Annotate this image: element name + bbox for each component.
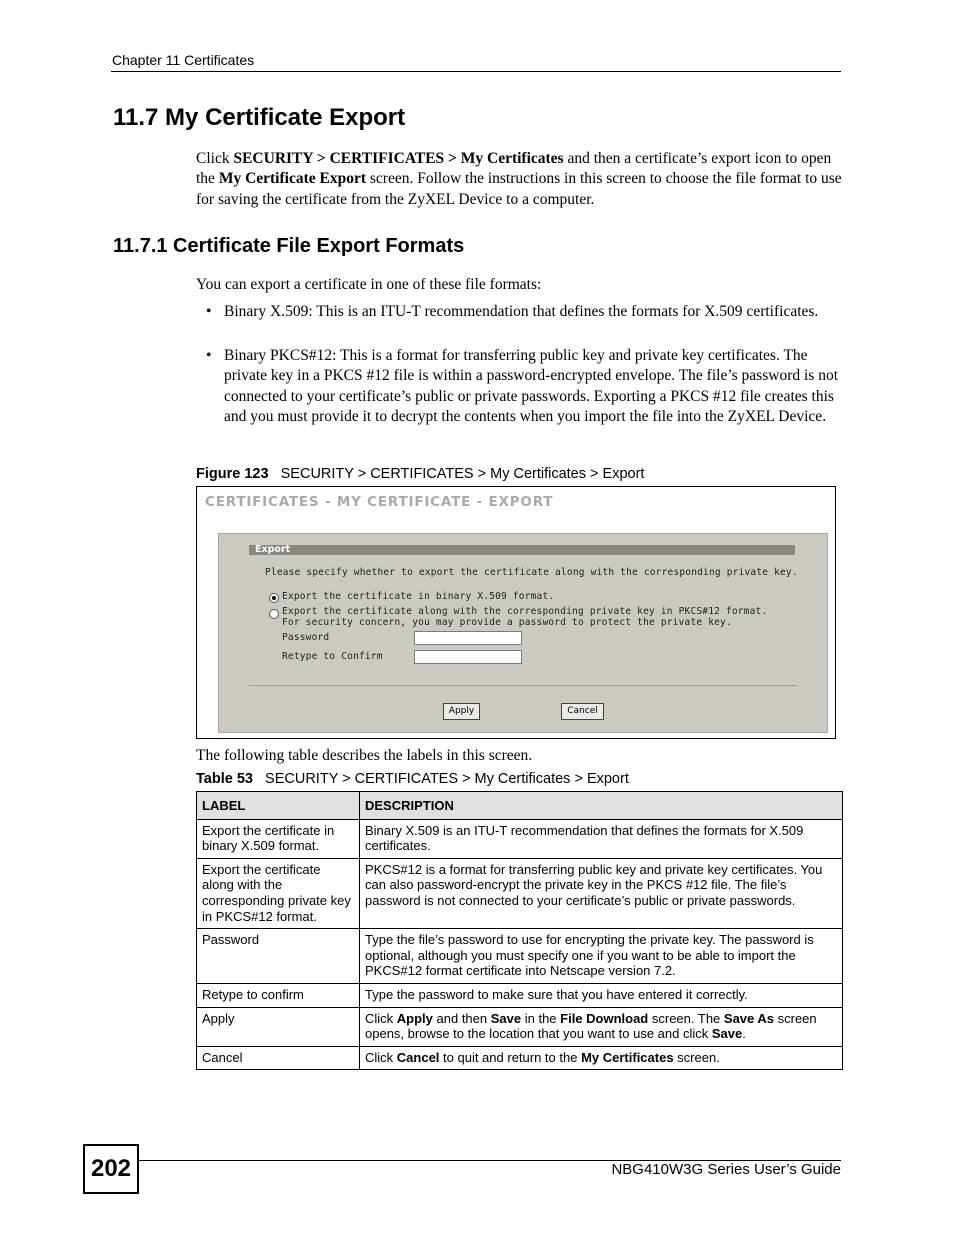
desc-bold: Save As bbox=[723, 1010, 775, 1026]
desc-text: screen. The bbox=[648, 1010, 724, 1026]
desc-bold: Save bbox=[490, 1010, 522, 1026]
row-label: Password bbox=[197, 929, 360, 984]
desc-text: and then bbox=[432, 1010, 491, 1026]
table-row bbox=[197, 929, 843, 984]
x509-radio[interactable] bbox=[269, 593, 279, 603]
desc-bold: Apply bbox=[396, 1010, 433, 1026]
row-description bbox=[360, 1046, 843, 1070]
screen-title: CERTIFICATES - MY CERTIFICATE - EXPORT bbox=[205, 494, 554, 510]
running-header: Chapter 11 Certificates bbox=[112, 52, 255, 68]
intro-screen-name: My Certificate Export bbox=[218, 170, 367, 188]
figure-label: Figure 123 bbox=[196, 466, 269, 482]
desc-text: Click bbox=[365, 1049, 397, 1065]
retype-label: Retype to Confirm bbox=[282, 651, 383, 662]
table-row bbox=[197, 983, 843, 1007]
desc-text: Click bbox=[365, 1010, 397, 1026]
desc-bold: Save bbox=[711, 1026, 743, 1042]
desc-text: in the bbox=[521, 1010, 561, 1026]
desc-text: screen. bbox=[673, 1049, 720, 1065]
header-description: DESCRIPTION bbox=[360, 792, 843, 820]
pkcs12-note: For security concern, you may provide a password to protect the private key. bbox=[282, 617, 732, 628]
retype-password-field[interactable] bbox=[414, 650, 522, 664]
desc-text: screen opens, browse to the location that you want to use and click bbox=[365, 1010, 817, 1042]
row-label: Export the certificate along with the corresponding private key in PKCS#12 format. bbox=[197, 858, 360, 928]
desc-text: to quit and return to the bbox=[439, 1049, 582, 1065]
table-row bbox=[197, 1007, 843, 1046]
row-description: PKCS#12 is a format for transferring public key and private key certificates. You can also password-encrypt the private key in the PKCS #12 file. The file’s password is not connected to your certificate’s public or private passwords. bbox=[360, 858, 843, 928]
row-label: Retype to confirm bbox=[197, 983, 360, 1007]
figure-caption bbox=[196, 466, 644, 482]
header-label: LABEL bbox=[197, 792, 360, 820]
table-row bbox=[197, 1046, 843, 1070]
export-section-bar bbox=[249, 545, 795, 555]
subsection-title: 11.7.1 Certificate File Export Formats bbox=[113, 235, 465, 257]
desc-bold: My Certificates bbox=[581, 1049, 674, 1065]
section-title: 11.7 My Certificate Export bbox=[113, 104, 406, 131]
row-label: Cancel bbox=[197, 1046, 360, 1070]
desc-bold: File Download bbox=[560, 1010, 649, 1026]
bullet-dot: • bbox=[206, 303, 212, 320]
bullet-text: Binary PKCS#12: This is a format for transferring public key and private key certificates. The private key in a PKCS #12 file is within a password-encrypted envelope. The file’s password is not connected to your certificate’s public or private passwords. Exporting a PKCS #12 file creates this and you must provide it to decrypt the contents when you import the file into the ZyXEL Device. bbox=[224, 347, 838, 425]
intro-text: screen. Follow the instructions in this screen to choose the file format to use for saving the certificate from the ZyXEL Device to a computer. bbox=[196, 170, 842, 208]
row-description: Type the password to make sure that you have entered it correctly. bbox=[360, 983, 843, 1007]
x509-option-label: Export the certificate in binary X.509 format. bbox=[282, 591, 555, 602]
page-number: 202 bbox=[83, 1144, 139, 1194]
formats-intro: You can export a certificate in one of these file formats: bbox=[196, 276, 542, 293]
guide-title: NBG410W3G Series User’s Guide bbox=[611, 1161, 841, 1178]
pkcs12-option-label: Export the certificate along with the corresponding private key in PKCS#12 format. bbox=[282, 606, 768, 617]
row-description bbox=[360, 1007, 843, 1046]
header-rule bbox=[111, 71, 841, 72]
bullet-text: Binary X.509: This is an ITU-T recommendation that defines the formats for X.509 certificates. bbox=[224, 303, 819, 320]
row-description: Type the file’s password to use for encrypting the private key. The password is optional, although you must specify one if you want to be able to import the PKCS#12 format certificate into Netscape version 7.2. bbox=[360, 929, 843, 984]
intro-text: and then a certificate’s export icon to open the bbox=[196, 150, 832, 188]
desc-bold: Cancel bbox=[396, 1049, 440, 1065]
password-label: Password bbox=[282, 632, 330, 643]
export-panel bbox=[218, 533, 828, 733]
labels-table bbox=[196, 791, 843, 1070]
bullet-dot: • bbox=[206, 347, 212, 364]
table-label: Table 53 bbox=[196, 771, 253, 787]
table-intro: The following table describes the labels in this screen. bbox=[196, 747, 533, 764]
cancel-button[interactable]: Cancel bbox=[561, 703, 604, 720]
apply-button[interactable]: Apply bbox=[443, 703, 480, 720]
row-label: Apply bbox=[197, 1007, 360, 1046]
instruction-text: Please specify whether to export the certificate along with the corresponding private key. bbox=[265, 567, 798, 578]
table-header-row bbox=[197, 792, 843, 820]
table-row bbox=[197, 858, 843, 928]
row-description: Binary X.509 is an ITU-T recommendation that defines the formats for X.509 certificates. bbox=[360, 819, 843, 858]
table-row bbox=[197, 819, 843, 858]
table-caption bbox=[196, 771, 629, 787]
intro-menu-path: SECURITY > CERTIFICATES > My Certificates bbox=[233, 150, 564, 167]
figure-caption-text: SECURITY > CERTIFICATES > My Certificates > Export bbox=[280, 466, 645, 482]
screenshot-figure bbox=[196, 486, 836, 739]
pkcs12-radio[interactable] bbox=[269, 609, 279, 619]
table-caption-text: SECURITY > CERTIFICATES > My Certificates > Export bbox=[265, 771, 629, 787]
intro-paragraph bbox=[196, 149, 842, 210]
intro-text: Click bbox=[196, 150, 234, 167]
export-section-label: Export bbox=[255, 544, 291, 555]
desc-text: . bbox=[742, 1026, 746, 1042]
password-field[interactable] bbox=[414, 631, 522, 645]
row-label: Export the certificate in binary X.509 format. bbox=[197, 819, 360, 858]
panel-divider bbox=[249, 685, 797, 686]
